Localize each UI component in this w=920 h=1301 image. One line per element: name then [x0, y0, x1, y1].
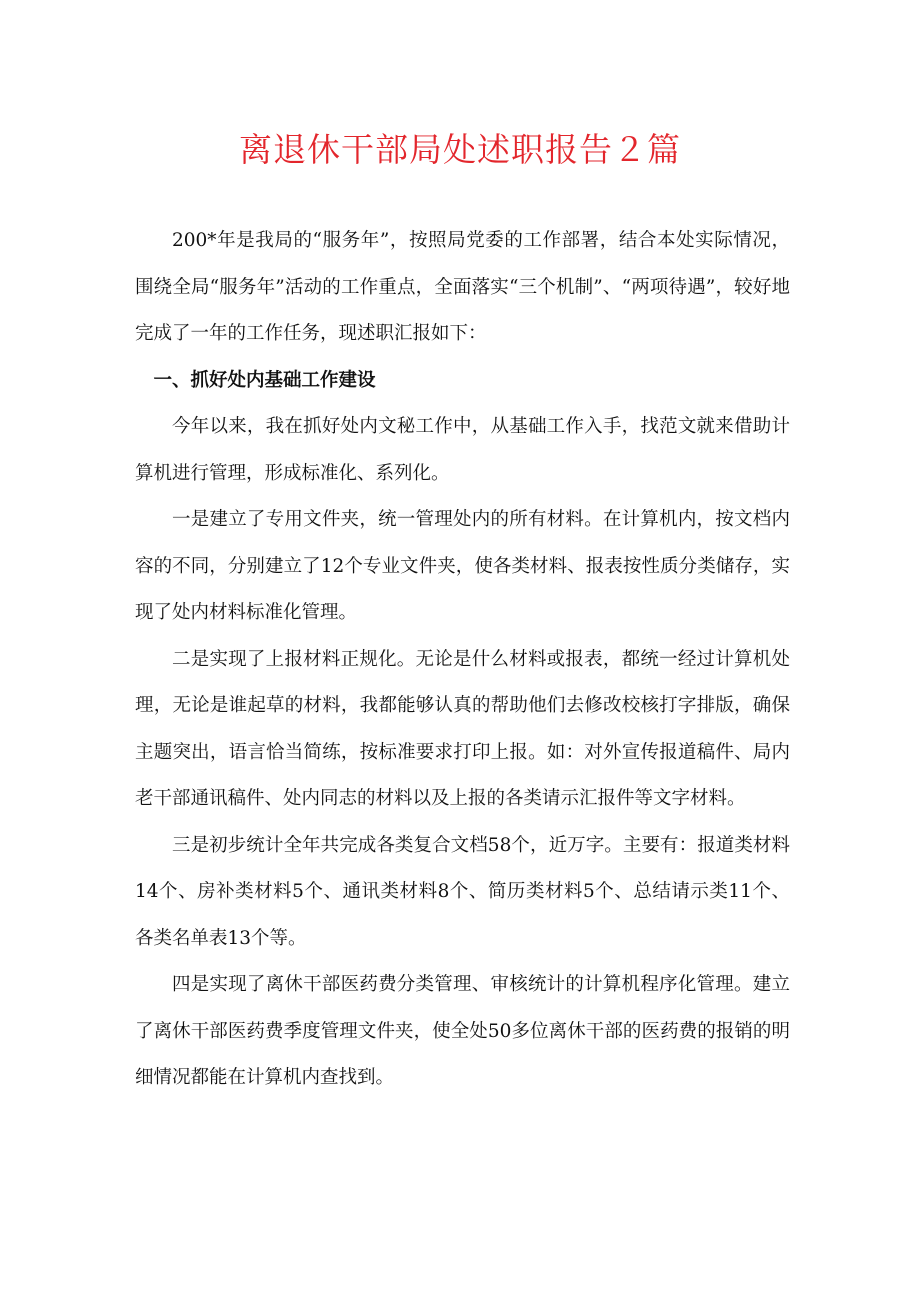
document-title: 离退休干部局处述职报告２篇	[239, 130, 681, 169]
body-paragraph: 三是初步统计全年共完成各类复合文档58个，近万字。主要有：报道类材料14个、房补类材料5个、通讯类材料8个、简历类材料5个、总结请示类11个、各类名单表13个等。	[135, 834, 790, 949]
body-paragraph: 一是建立了专用文件夹，统一管理处内的所有材料。在计算机内，按文档内容的不同，分别建立了12个专业文件夹，使各类材料、报表按性质分类储存，实现了处内材料标准化管理。	[135, 509, 790, 623]
body-paragraph: 今年以来，我在抓好处内文秘工作中，从基础工作入手，找范文就来借助计算机进行管理，形成标准化、系列化。	[135, 416, 790, 484]
intro-paragraph: 200*年是我局的“服务年”，按照局党委的工作部署，结合本处实际情况，围绕全局“服务年”活动的工作重点，全面落实“三个机制”、“两项待遇”，较好地完成了一年的工作任务，现述职汇报如下：	[135, 230, 790, 344]
body-paragraph: 四是实现了离休干部医药费分类管理、审核统计的计算机程序化管理。建立了离休干部医药费季度管理文件夹，使全处50多位离休干部的医药费的报销的明细情况都能在计算机内查找到。	[135, 974, 790, 1088]
section-heading: 一、抓好处内基础工作建设	[153, 369, 376, 391]
document-body	[135, 218, 790, 1102]
body-paragraph: 二是实现了上报材料正规化。无论是什么材料或报表，都统一经过计算机处理，无论是谁起草的材料，我都能够认真的帮助他们去修改校核打字排版，确保主题突出，语言恰当简练，按标准要求打印上报。如：对外宣传报道稿件、局内老干部通讯稿件、处内同志的材料以及上报的各类请示汇报件等文字材料。	[135, 648, 790, 809]
